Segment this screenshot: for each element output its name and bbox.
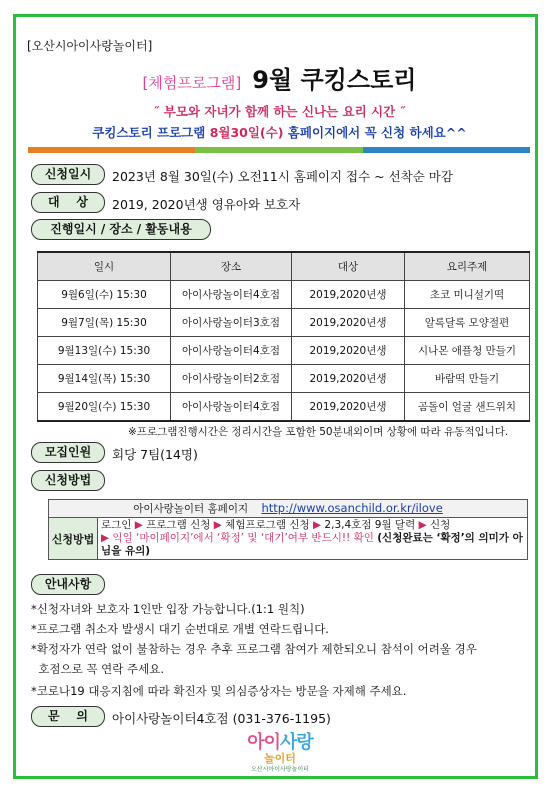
guide-label: 안내사항 [31, 574, 105, 595]
cell-target: 2019,2020년생 [292, 281, 405, 309]
cell-place: 아이사랑놀이터4호점 [171, 393, 292, 422]
cell-date: 9월7일(목) 15:30 [38, 309, 171, 337]
subtitle: ˝ 부모와 자녀가 함께 하는 신나는 요리 시간 ˝ [153, 104, 406, 119]
guide-item: *확정자가 연락 없이 불참하는 경우 추후 프로그램 참여가 제한되오니 참석이 어려울 경우 [31, 642, 477, 656]
cell-place: 아이사랑놀이터2호점 [171, 365, 292, 393]
cell-date: 9월13일(수) 15:30 [38, 337, 171, 365]
cell-date: 9월6일(수) 15:30 [38, 281, 171, 309]
method-detail-row [48, 518, 528, 560]
stripe-blue [363, 147, 530, 153]
cell-place: 아이사랑놀이터3호점 [171, 309, 292, 337]
apply-notice-date: 8월30일(수) [209, 125, 284, 140]
apply-notice [0, 123, 559, 141]
guide-item: 호점으로 꼭 연락 주세요. [31, 662, 165, 676]
schedule-table [37, 251, 530, 422]
cell-place: 아이사랑놀이터4호점 [171, 337, 292, 365]
col-place: 장소 [171, 252, 292, 281]
program-label: 체험프로그램 [148, 74, 236, 92]
cell-target: 2019,2020년생 [292, 365, 405, 393]
schedule-label: 진행일시 / 장소 / 활동내용 [31, 219, 211, 240]
apply-period-value: 2023년 8월 30일(수) 오전11시 홈페이지 접수 ~ 선착순 마감 [112, 169, 453, 184]
stripe-green [195, 147, 362, 153]
cell-topic: 알록달록 모양절편 [405, 309, 530, 337]
guide-item: *프로그램 취소자 발생시 대기 순번대로 개별 연락드립니다. [31, 622, 329, 636]
target-label: 대 상 [31, 192, 105, 213]
website-label: 아이사랑놀이터 홈페이지 [133, 503, 249, 515]
step-program-apply: 프로그램 신청 [146, 519, 211, 531]
website-row [48, 499, 528, 518]
method-box [48, 499, 528, 560]
arrow-right-icon: ▶ [313, 519, 322, 531]
recruit-value: 회당 7팀(14명) [112, 447, 198, 462]
target-value: 2019, 2020년생 영유아와 보호자 [112, 197, 301, 212]
col-date: 일시 [38, 252, 171, 281]
step-experience-apply: 체험프로그램 신청 [225, 519, 310, 531]
table-row [38, 309, 530, 337]
col-topic: 요리주제 [405, 252, 530, 281]
apply-notice-prefix: 쿠킹스토리 프로그램 [92, 125, 210, 140]
guide-item: *신청자녀와 보호자 1인만 입장 가능합니다.(1:1 원칙) [31, 602, 305, 616]
contact-value: 아이사랑놀이터4호점 (031-376-1195) [112, 711, 331, 726]
logo [230, 728, 330, 773]
confirm-warning-tail: (신청완료는 ‘확정’의 의미가 아님을 유의) [101, 532, 523, 557]
website-link[interactable]: http://www.osanchild.or.kr/ilove [261, 501, 443, 515]
stripe-orange [28, 147, 195, 153]
cell-date: 9월20일(수) 15:30 [38, 393, 171, 422]
cell-date: 9월14일(목) 15:30 [38, 365, 171, 393]
table-header-row [38, 252, 530, 281]
logo-text-a: 아이 [247, 732, 280, 753]
recruit-label: 모집인원 [31, 442, 105, 463]
arrow-right-icon: ▶ [134, 519, 143, 531]
schedule-note: ※프로그램진행시간은 정리시간을 포함한 50분내외이며 상황에 따라 유동적입니다. [128, 426, 509, 438]
table-row [38, 281, 530, 309]
step-calendar: 2,3,4호점 9월 달력 [324, 519, 416, 531]
step-apply: 신청 [429, 519, 451, 531]
table-row [38, 365, 530, 393]
method-steps [98, 518, 527, 559]
org-tag: [오산시아이사랑놀이터] [27, 39, 153, 53]
cell-target: 2019,2020년생 [292, 337, 405, 365]
logo-text-b: 사랑 [280, 732, 313, 753]
apply-notice-suffix: 홈페이지에서 꼭 신청 하세요^^ [283, 125, 467, 140]
contact-label: 문 의 [31, 706, 105, 727]
cell-topic: 바람떡 만들기 [405, 365, 530, 393]
cell-place: 아이사랑놀이터4호점 [171, 281, 292, 309]
program-bracket-open: [ [142, 74, 149, 92]
cell-target: 2019,2020년생 [292, 309, 405, 337]
logo-wordmark [230, 728, 330, 754]
arrow-right-icon: ▶ [101, 532, 110, 544]
cell-topic: 곰돌이 얼굴 샌드위치 [405, 393, 530, 422]
confirm-warning: 익일 ‘마이페이지’에서 ‘확정’ 및 ‘대기’여부 반드시!! 확인 [112, 532, 374, 544]
logo-tagline: 오산시아이사랑놀이터 [251, 766, 309, 773]
table-row [38, 337, 530, 365]
table-row [38, 393, 530, 422]
cell-target: 2019,2020년생 [292, 393, 405, 422]
color-stripe [28, 147, 530, 153]
col-target: 대상 [292, 252, 405, 281]
guide-item: *코로나19 대응지침에 따라 확진자 및 의심증상자는 방문을 자제해 주세요. [31, 684, 407, 698]
logo-subword: 놀이터 [264, 752, 296, 765]
page-title [0, 60, 559, 95]
arrow-right-icon: ▶ [213, 519, 222, 531]
method-row-label: 신청방법 [49, 518, 98, 559]
step-login: 로그인 [101, 519, 132, 531]
main-title: 9월 쿠킹스토리 [252, 66, 417, 94]
program-bracket-close: ] [235, 74, 242, 92]
cell-topic: 초코 미니설기떡 [405, 281, 530, 309]
arrow-right-icon: ▶ [418, 519, 427, 531]
method-label: 신청방법 [31, 470, 105, 491]
apply-period-label: 신청일시 [31, 164, 105, 185]
cell-topic: 시나몬 애플청 만들기 [405, 337, 530, 365]
